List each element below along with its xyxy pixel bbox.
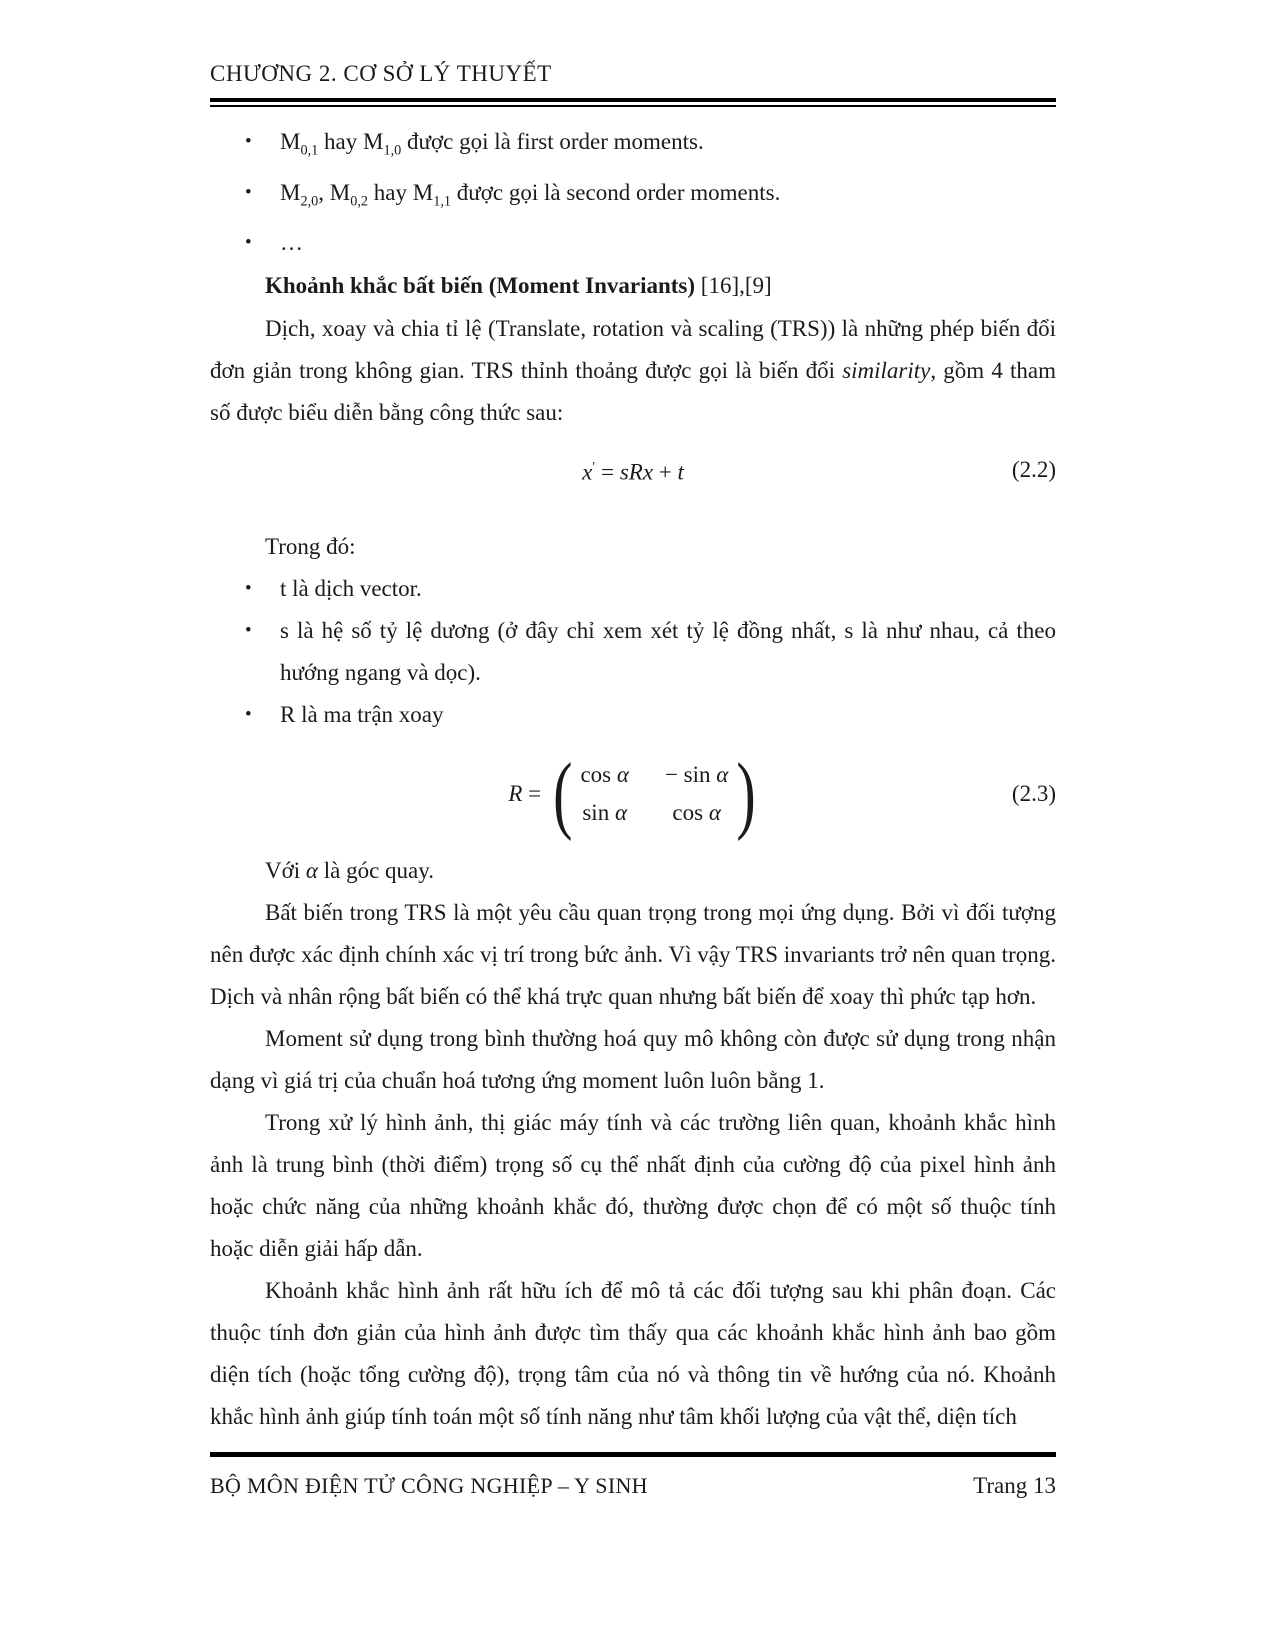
footer-row: [210, 1473, 1056, 1499]
list-item-text: $M_{2,0}$, $M_{0,2}$ hay $M_{1,1}$ được gọi là second order moments.: [280, 179, 781, 210]
rotation-matrix: [574, 756, 734, 832]
matrix-cell: cos α: [672, 799, 721, 825]
paragraph-normalization: Moment sử dụng trong bình thường hoá quy mô không còn được sử dụng trong nhận dạng vì giá trị của chuẩn hoá tương ứng moment luôn luôn bằng 1.: [210, 1025, 1056, 1093]
list-item-text: $M_{0,1}$ hay $M_{1,0}$ được gọi là first order moments.: [280, 129, 704, 159]
page-footer: [210, 1452, 1056, 1499]
list-item-text: R là ma trận xoay: [280, 701, 444, 727]
list-item-text: …: [280, 230, 303, 256]
chapter-heading: CHƯƠNG 2. CƠ SỞ LÝ THUYẾT: [210, 61, 552, 86]
bullet-marker: •: [245, 232, 252, 254]
section-heading: [210, 264, 1056, 308]
matrix-right-paren: ): [736, 744, 756, 842]
paragraph-segmentation: Khoảnh khắc hình ảnh rất hữu ích để mô tả các đối tượng sau khi phân đoạn. Các thuộc tính đơn giản của hình ảnh được tìm thấy qua các khoảnh khắc hình ảnh bao gồm diện tích (hoặc tổng cường độ), trọng tâm của nó và thông tin về hướng của nó. Khoảnh khắc hình ảnh giúp tính toán một số tính năng như tâm khối lượng của vật thể, diện tích: [210, 1277, 1056, 1429]
equation-number: (2.3): [1011, 780, 1056, 806]
paragraph-trs-intro: Dịch, xoay và chia tỉ lệ (Translate, rotation và scaling (TRS)) là những phép biến đổi đơn giản trong không gian. TRS thỉnh thoảng được gọi là biến đổi similarity, gồm 4 tham số được biểu diễn bằng công thức sau:: [210, 316, 1056, 426]
in-which-label: Trong đó:: [265, 533, 356, 559]
list-item: [210, 610, 1056, 694]
page-content: [210, 54, 1056, 1438]
paragraph-image-moments: Trong xử lý hình ảnh, thị giác máy tính và các trường liên quan, khoảnh khắc hình ảnh là trung bình (thời điểm) trọng số cụ thể nhất định của cường độ của pixel hình ảnh hoặc chức năng của những khoảnh khắc đó, thường được chọn để có một số thuộc tính hoặc diễn giải hấp dẫn.: [210, 1109, 1056, 1261]
equation-formula: x′ = sRx + t: [582, 459, 684, 485]
bullet-marker: •: [245, 619, 252, 641]
list-item: [210, 568, 1056, 610]
list-item-text: s là hệ số tỷ lệ dương (ở đây chỉ xem xét tỷ lệ đồng nhất, s là như nhau, cả theo hướng ngang và dọc).: [280, 617, 1056, 685]
list-item: [210, 121, 1056, 172]
bullet-marker: •: [245, 703, 252, 725]
list-item: [210, 222, 1056, 264]
matrix-lhs: R =: [508, 780, 542, 806]
bullet-marker: •: [245, 131, 252, 152]
list-item: [210, 172, 1056, 223]
equation-number: (2.2): [1011, 457, 1056, 483]
matrix-left-paren: (: [553, 744, 573, 842]
footer-department: BỘ MÔN ĐIỆN TỬ CÔNG NGHIỆP – Y SINH: [210, 1473, 648, 1498]
header-rule: [210, 98, 1056, 107]
section-heading-title: Khoảnh khắc bất biến (Moment Invariants): [265, 273, 696, 299]
section-heading-refs: [16],[9]: [695, 273, 772, 299]
matrix-cell: cos α: [580, 761, 629, 787]
equation-2-3: [210, 746, 1056, 842]
equation-2-2: [210, 446, 1056, 494]
alpha-note: Với α là góc quay.: [265, 857, 435, 883]
bullet-marker: •: [245, 577, 252, 599]
matrix-cell: − sin α: [664, 761, 729, 787]
bullet-marker: •: [245, 181, 252, 203]
list-item: [210, 694, 1056, 736]
list-item-text: t là dịch vector.: [280, 575, 422, 601]
paragraph-invariance: Bất biến trong TRS là một yêu cầu quan trọng trong mọi ứng dụng. Bởi vì đối tượng nên được xác định chính xác vị trí trong bức ảnh. Vì vậy TRS invariants trở nên quan trọng. Dịch và nhân rộng bất biến có thể khá trực quan nhưng bất biến để xoay thì phức tạp hơn.: [210, 899, 1056, 1009]
footer-rule: [210, 1452, 1056, 1457]
matrix-cell: sin α: [582, 799, 628, 825]
page-number: Trang 13: [973, 1473, 1056, 1498]
